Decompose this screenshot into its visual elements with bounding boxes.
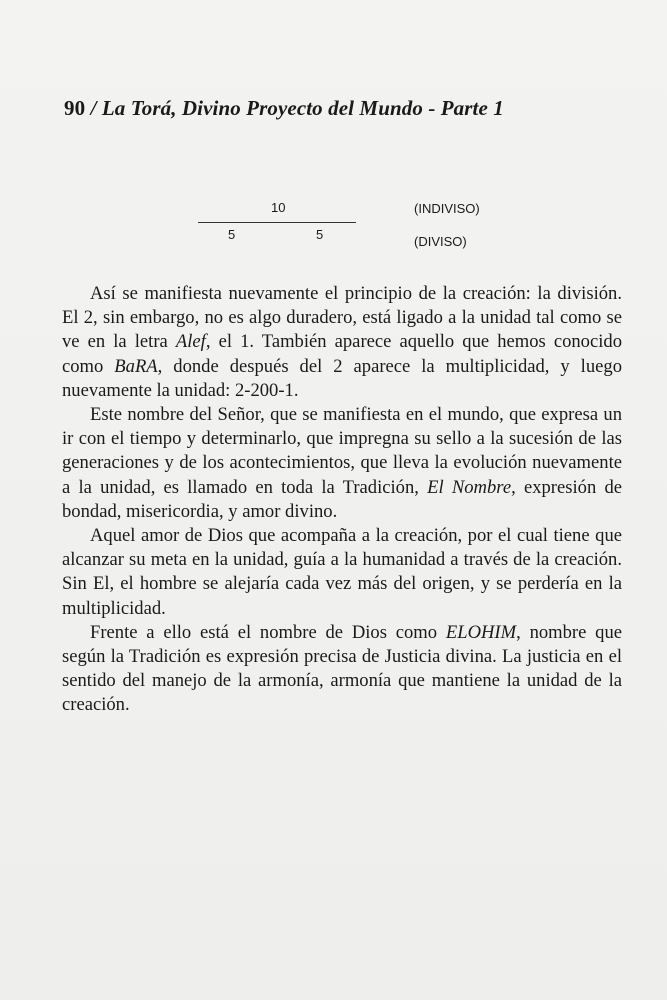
- diagram-division-line: [198, 222, 356, 223]
- diagram-top-value: 10: [271, 200, 286, 215]
- emphasis-el-nombre: El Nombre: [427, 476, 512, 498]
- emphasis-alef: Alef: [175, 331, 206, 353]
- paragraph-4: Frente a ello está el nombre de Dios como ELOHIM, nombre que según la Tradición es expresión precisa de Justicia divina. La justicia en el sentido del manejo de la armonía, armonía que mantiene la unidad de la creación.: [62, 621, 622, 716]
- running-title: / La Torá, Divino Proyecto del Mundo - Parte 1: [90, 96, 504, 120]
- diagram-bottom-label: (DIVISO): [414, 234, 467, 249]
- emphasis-elohim: ELOHIM: [445, 621, 517, 643]
- diagram-top-label: (INDIVISO): [414, 201, 480, 216]
- emphasis-bara: BaRA: [114, 355, 158, 377]
- diagram-bottom-right: 5: [316, 227, 324, 242]
- diagram-bottom-left: 5: [228, 227, 236, 242]
- paragraph-3: Aquel amor de Dios que acompaña a la creación, por el cual tiene que alcanzar su meta en la unidad, guía a la humanidad a través de la creación. Sin El, el hombre se alejaría cada vez más del origen, y se perdería en la multiplicidad.: [62, 525, 622, 619]
- paragraph-2: Este nombre del Señor, que se manifiesta en el mundo, que expresa un ir con el tiempo y determinarlo, que impregna su sello a la sucesión de las generaciones y de los acontecimientos, que lleva la evolución nuevamente a la unidad, es llamado en toda la Tradición, El Nombre, expresión de bondad, misericordia, y amor divino.: [62, 404, 622, 522]
- body-text: [62, 282, 622, 718]
- paragraph-1: Así se manifiesta nuevamente el principio de la creación: la división. El 2, sin embargo, no es algo duradero, está ligado a la unidad tal como se ve en la letra Alef, el 1. También aparece aquello que hemos conocido como BaRA, donde después del 2 aparece la multiplicidad, y luego nuevamente la unidad: 2-200-1.: [62, 283, 622, 401]
- page-number: 90: [64, 96, 86, 120]
- division-diagram: [0, 0, 667, 260]
